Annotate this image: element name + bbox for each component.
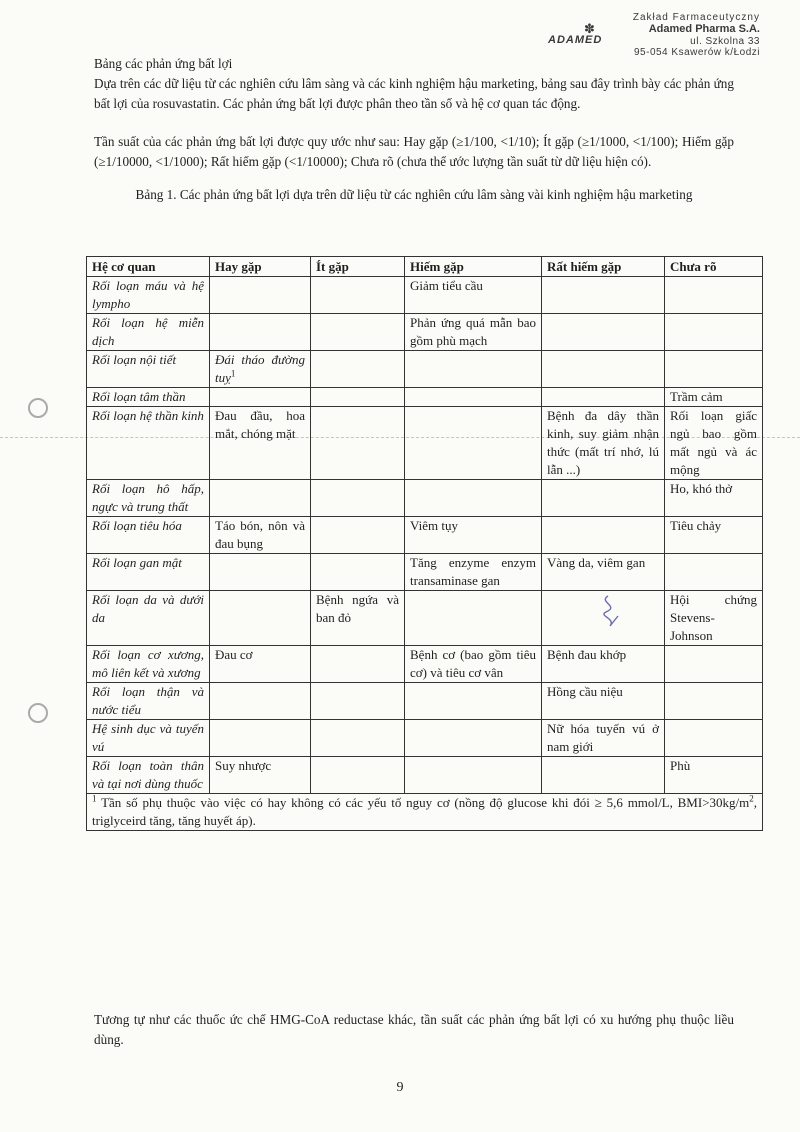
reaction-cell [311, 683, 405, 720]
punch-hole-bottom [28, 703, 48, 723]
section-title: Bảng các phản ứng bất lợi [94, 56, 233, 71]
footnote-marker: 1 [230, 368, 236, 379]
reaction-cell: Táo bón, nôn và đau bụng [210, 517, 311, 554]
page-number: 9 [396, 1080, 404, 1095]
table-row [87, 351, 763, 388]
table-header-row [87, 257, 763, 277]
reaction-cell [311, 757, 405, 794]
reaction-cell [665, 720, 763, 757]
table-row [87, 591, 763, 646]
organ-system-cell: Rối loạn gan mật [87, 554, 210, 591]
company-stamp [530, 12, 760, 58]
organ-system-cell: Rối loạn toàn thân và tại nơi dùng thuốc [87, 757, 210, 794]
stamp-line-1: Zakład Farmaceutyczny [632, 12, 760, 23]
reaction-cell [542, 517, 665, 554]
organ-system-cell: Rối loạn tâm thần [87, 388, 210, 407]
table-header-cell: Ít gặp [311, 257, 405, 277]
reaction-cell [665, 351, 763, 388]
table-row [87, 517, 763, 554]
organ-system-cell: Rối loạn hệ miễn dịch [87, 314, 210, 351]
reaction-cell: Trầm cảm [665, 388, 763, 407]
organ-system-cell: Rối loạn hệ thần kinh [87, 407, 210, 480]
reaction-cell [210, 388, 311, 407]
footnote-text: Tần số phụ thuộc vào việc có hay không có các yếu tố nguy cơ (nồng độ glucose khi đói ≥ 5,6 mmol/L, BMI>30kg/m [101, 795, 750, 810]
reaction-cell: Suy nhược [210, 757, 311, 794]
table-header-cell: Hệ cơ quan [87, 257, 210, 277]
reaction-cell [665, 646, 763, 683]
table-row [87, 720, 763, 757]
table-caption: Bảng 1. Các phản ứng bất lợi dựa trên dữ liệu từ các nghiên cứu lâm sàng vài kinh nghiệm hậu marketing [135, 187, 693, 202]
reaction-cell [405, 720, 542, 757]
organ-system-cell: Rối loạn da và dưới da [87, 591, 210, 646]
footnote-mark: 1 [92, 793, 97, 804]
reaction-cell [405, 757, 542, 794]
table-row [87, 480, 763, 517]
reaction-cell [665, 277, 763, 314]
flower-logo-icon: ✽ [584, 21, 595, 36]
reaction-cell: Bệnh đau khớp [542, 646, 665, 683]
reaction-cell [542, 757, 665, 794]
reaction-cell [542, 480, 665, 517]
frequency-note: Tần suất của các phản ứng bất lợi được quy ước như sau: Hay gặp (≥1/100, <1/10); Ít gặp (≥1/1000, <1/100); Hiếm gặp (≥1/10000, <1/1000); Rất hiếm gặp (<1/10000); Chưa rõ (chưa thể ước lượng tần suất từ dữ liệu hiện có). [94, 134, 734, 169]
reaction-cell: Viêm tụy [405, 517, 542, 554]
reaction-cell: Hồng cầu niệu [542, 683, 665, 720]
table-row [87, 554, 763, 591]
reaction-cell: Bệnh ngứa và ban đỏ [311, 591, 405, 646]
reaction-cell: Hội chứng Stevens-Johnson [665, 591, 763, 646]
reaction-cell: Bệnh đa dây thần kinh, suy giảm nhận thức (mất trí nhớ, lú lẫn ...) [542, 407, 665, 480]
reaction-cell: Đau cơ [210, 646, 311, 683]
table-row [87, 388, 763, 407]
organ-system-cell: Hệ sinh dục và tuyến vú [87, 720, 210, 757]
punch-hole-top [28, 398, 48, 418]
table-row [87, 277, 763, 314]
organ-system-cell: Rối loạn tiêu hóa [87, 517, 210, 554]
table-row [87, 646, 763, 683]
reaction-cell: Rối loạn giấc ngủ bao gồm mất ngủ và ác mộng [665, 407, 763, 480]
reaction-cell [405, 591, 542, 646]
table-row [87, 407, 763, 480]
reaction-cell [210, 683, 311, 720]
stamp-line-3: ul. Szkolna 33 [690, 35, 760, 47]
reaction-cell [311, 646, 405, 683]
table-header-cell: Hiếm gặp [405, 257, 542, 277]
reaction-text: Đái tháo đường tuỵ [215, 352, 305, 385]
organ-system-cell: Rối loạn hô hấp, ngực và trung thất [87, 480, 210, 517]
reaction-cell [311, 517, 405, 554]
reaction-cell: Bệnh cơ (bao gồm tiêu cơ) và tiêu cơ vân [405, 646, 542, 683]
intro-paragraph: Dựa trên các dữ liệu từ các nghiên cứu lâm sàng và các kinh nghiệm hậu marketing, bảng sau đây trình bày các phản ứng bất lợi của rosuvastatin. Các phản ứng bất lợi được phân theo tần số và hệ cơ quan tác động. [94, 76, 734, 111]
reaction-cell [311, 720, 405, 757]
table-row [87, 757, 763, 794]
reaction-cell: Giảm tiểu cầu [405, 277, 542, 314]
table-header-cell: Hay gặp [210, 257, 311, 277]
reaction-cell [311, 277, 405, 314]
reaction-cell [311, 314, 405, 351]
reaction-cell [542, 277, 665, 314]
reaction-cell [210, 351, 311, 388]
table-header-cell: Chưa rõ [665, 257, 763, 277]
stamp-line-2: Adamed Pharma S.A. [648, 23, 760, 36]
stamp-logo: ADAMED [548, 34, 603, 46]
organ-system-cell: Rối loạn máu và hệ lympho [87, 277, 210, 314]
reaction-cell: Ho, khó thở [665, 480, 763, 517]
reaction-cell [210, 277, 311, 314]
reaction-cell [405, 351, 542, 388]
organ-system-cell: Rối loạn cơ xương, mô liên kết và xương [87, 646, 210, 683]
reaction-cell [210, 314, 311, 351]
closing-paragraph: Tương tự như các thuốc ức chế HMG-CoA reductase khác, tần suất các phản ứng bất lợi có xu hướng phụ thuộc liều dùng. [94, 1012, 734, 1047]
reaction-cell [210, 591, 311, 646]
reaction-cell [405, 407, 542, 480]
reaction-cell: Nữ hóa tuyến vú ở nam giới [542, 720, 665, 757]
reaction-cell [405, 683, 542, 720]
reaction-cell [665, 314, 763, 351]
organ-system-cell: Rối loạn nội tiết [87, 351, 210, 388]
table-header-cell: Rất hiếm gặp [542, 257, 665, 277]
reaction-cell [311, 407, 405, 480]
reaction-cell: Tăng enzyme enzym transaminase gan [405, 554, 542, 591]
reaction-cell [311, 554, 405, 591]
reaction-cell [405, 480, 542, 517]
adverse-reactions-table [86, 256, 763, 831]
reaction-cell [210, 554, 311, 591]
reaction-cell [311, 351, 405, 388]
reaction-cell [210, 720, 311, 757]
reaction-cell [405, 388, 542, 407]
reaction-cell [311, 480, 405, 517]
document-body [94, 54, 734, 204]
stamp-line-4: 95-054 Ksawerów k/Łodzi [633, 46, 760, 58]
reaction-cell: Phù [665, 757, 763, 794]
table-row [87, 314, 763, 351]
reaction-cell [542, 314, 665, 351]
reaction-cell [542, 388, 665, 407]
reaction-cell: Tiêu chảy [665, 517, 763, 554]
reaction-cell [311, 388, 405, 407]
organ-system-cell: Rối loạn thận và nước tiểu [87, 683, 210, 720]
reaction-cell [665, 683, 763, 720]
reaction-cell [542, 351, 665, 388]
reaction-cell: Đau đầu, hoa mắt, chóng mặt [210, 407, 311, 480]
reaction-cell [665, 554, 763, 591]
reaction-cell: Phản ứng quá mẫn bao gồm phù mạch [405, 314, 542, 351]
reaction-cell: Vàng da, viêm gan [542, 554, 665, 591]
table-row [87, 683, 763, 720]
footnote-text-end: , triglyceird tăng, tăng huyết áp). [92, 795, 758, 828]
table-footnote [87, 794, 763, 831]
footnote-superscript: 2 [749, 793, 754, 804]
footnote-row [87, 794, 763, 831]
signature-mark [590, 592, 630, 632]
reaction-cell [210, 480, 311, 517]
